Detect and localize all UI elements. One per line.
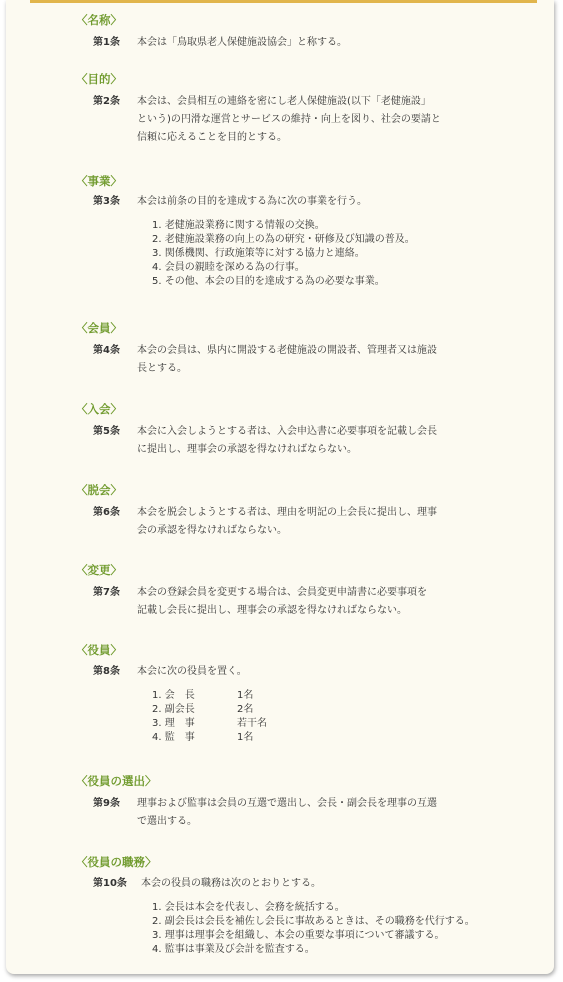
article-number: 第8条 [93,666,120,677]
list-item: 4. 監事は事業及び会計を監査する。 [152,944,315,955]
article-number: 第4条 [93,345,120,356]
officer-count: 若干名 [237,718,267,729]
article-text-line: 本会は、会員相互の連絡を密にし老人保健施設(以下「老健施設」 [137,96,431,107]
article-text-line: 本会に入会しようとする者は、入会申込書に必要事項を記載し会長 [137,426,437,437]
list-item: 2. 副会長は会長を補佐し会長に事故あるときは、その職務を代行する。 [152,916,475,927]
section-heading: 〈役員の選出〉 [76,774,157,788]
list-item: 5. その他、本会の目的を達成する為の必要な事業。 [152,276,385,287]
article-text [137,423,487,459]
section-heading: 〈目的〉 [76,72,122,86]
article-text [137,342,487,378]
article-text-line: という)の円滑な運営とサービスの維持・向上を図り、社会の要請と [137,114,441,125]
article-number: 第3条 [93,196,120,207]
top-divider [30,0,537,3]
list-item: 1. 会長は本会を代表し、会務を統括する。 [152,902,345,913]
list-item: 1. 老健施設業務に関する情報の交換。 [152,220,325,231]
article-text [137,795,487,831]
article-text [137,504,487,540]
article-text-line: 理事および監事は会員の互選で選出し、会長・副会長を理事の互選 [137,798,437,809]
article-text [137,584,487,620]
article-text-line: 本会を脱会しようとする者は、理由を明記の上会長に提出し、理事 [137,507,437,518]
article-text-line: 信頼に応えることを目的とする。 [137,132,287,143]
article-text-line: 本会の登録会員を変更する場合は、会員変更申請書に必要事項を [137,587,427,598]
section-heading: 〈会員〉 [76,321,122,335]
list-item: 2. 老健施設業務の向上の為の研究・研修及び知識の普及。 [152,234,415,245]
section-heading: 〈入会〉 [76,402,122,416]
section-heading: 〈変更〉 [76,563,122,577]
article-number: 第10条 [93,878,127,889]
officer-count: 2名 [237,704,254,715]
article-number: 第5条 [93,426,120,437]
article-text: 本会は前条の目的を達成する為に次の事業を行う。 [137,196,367,207]
article-text-line: に提出し、理事会の承認を得なければならない。 [137,444,357,455]
business-list [152,219,415,289]
article-text-line: 会の承認を得なければならない。 [137,525,287,536]
officer-role: 1. 会 長 [152,690,195,701]
section-heading: 〈役員の職務〉 [76,855,157,869]
section-heading: 〈事業〉 [76,174,122,188]
article-number: 第7条 [93,587,120,598]
officer-role: 3. 理 事 [152,718,195,729]
article-text: 本会は「鳥取県老人保健施設協会」と称する。 [137,37,347,48]
article-text-line: 本会の会員は、県内に開設する老健施設の開設者、管理者又は施設 [137,345,437,356]
article-number: 第2条 [93,96,120,107]
section-heading: 〈役員〉 [76,643,122,657]
article-text-line: 記載し会長に提出し、理事会の承認を得なければならない。 [137,605,407,616]
officer-role: 2. 副会長 [152,704,195,715]
section-heading: 〈脱会〉 [76,483,122,497]
officer-count: 1名 [237,690,254,701]
article-number: 第6条 [93,507,120,518]
article-number: 第1条 [93,37,120,48]
officer-count: 1名 [237,732,254,743]
officer-role: 4. 監 事 [152,732,195,743]
duties-list [152,901,475,957]
article-text: 本会に次の役員を置く。 [137,666,247,677]
article-text-line: で選出する。 [137,816,197,827]
article-text [137,93,487,147]
section-heading: 〈名称〉 [76,13,122,27]
list-item: 4. 会員の親睦を深める為の行事。 [152,262,305,273]
list-item: 3. 理事は理事会を組織し、本会の重要な事項について審議する。 [152,930,445,941]
list-item: 3. 関係機関、行政施策等に対する協力と連絡。 [152,248,365,259]
article-text-line: 長とする。 [137,363,187,374]
article-number: 第9条 [93,798,120,809]
article-text: 本会の役員の職務は次のとおりとする。 [141,878,321,889]
